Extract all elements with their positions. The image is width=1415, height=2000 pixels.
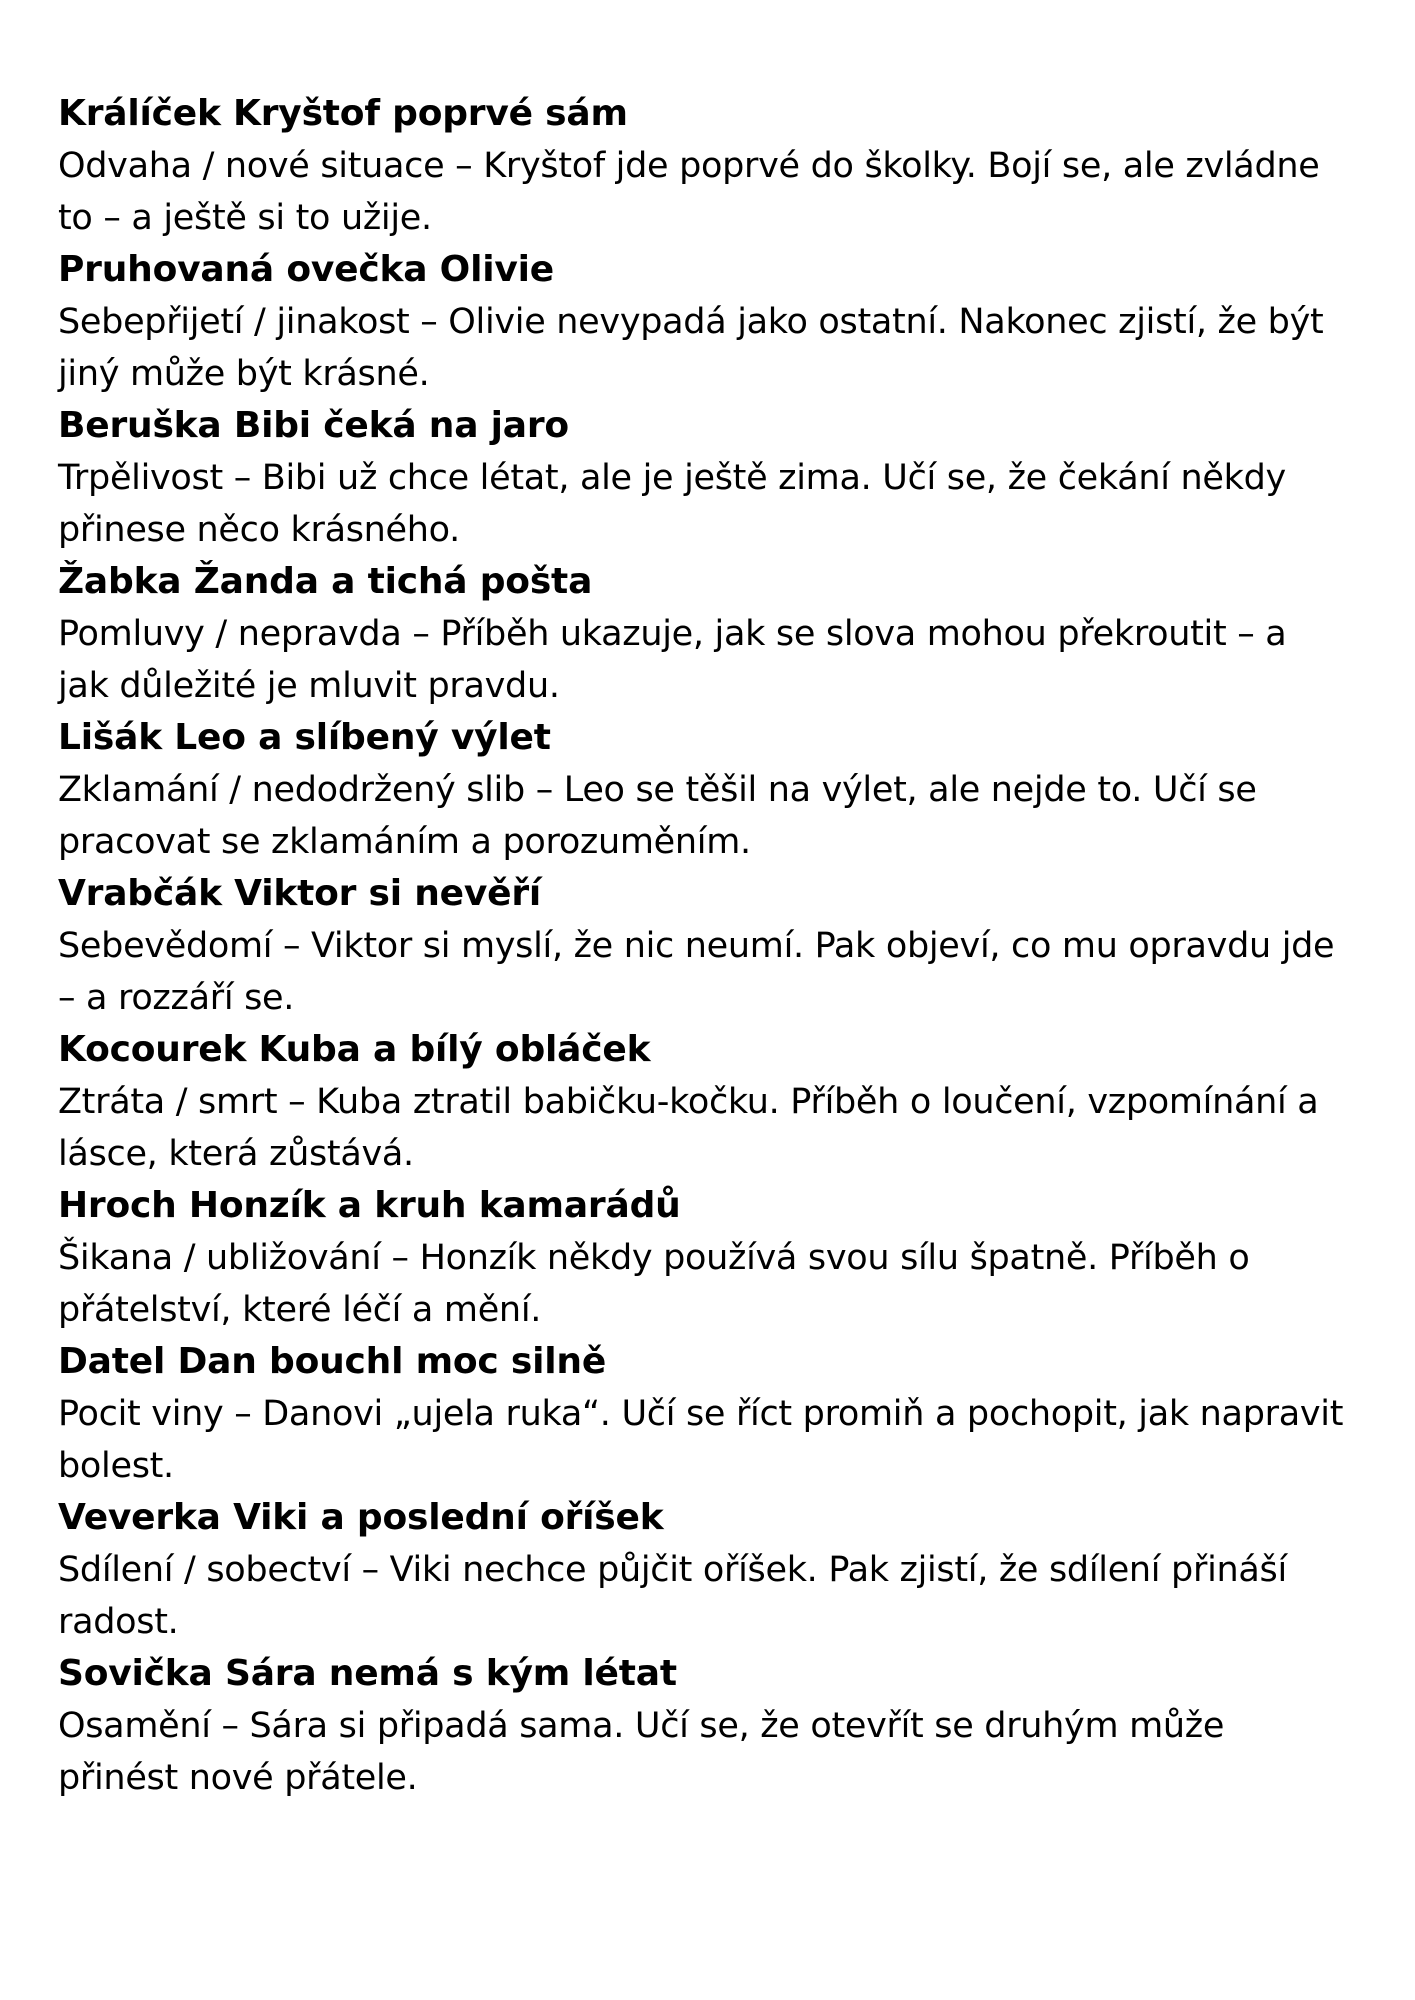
story-item: [58, 1492, 1358, 1648]
story-title: Lišák Leo a slíbený výlet: [58, 717, 551, 758]
story-title: Kocourek Kuba a bílý obláček: [58, 1029, 651, 1070]
story-title: Žabka Žanda a tichá pošta: [58, 561, 593, 602]
story-title: Sovička Sára nemá s kým létat: [58, 1653, 677, 1694]
story-description-line: Pocit viny – Danovi „ujela ruka“. Učí se říct promiň a pochopit, jak napravit: [58, 1394, 1344, 1434]
story-title: Pruhovaná ovečka Olivie: [58, 249, 554, 290]
story-description-line: Sebevědomí – Viktor si myslí, že nic neumí. Pak objeví, co mu opravdu jde: [58, 926, 1335, 966]
story-item: [58, 244, 1358, 400]
story-item: [58, 1024, 1358, 1180]
story-title: Vrabčák Viktor si nevěří: [58, 873, 542, 914]
story-description-line: lásce, která zůstává.: [58, 1134, 414, 1174]
story-description-line: to – a ještě si to užije.: [58, 198, 432, 238]
story-description-line: pracovat se zklamáním a porozuměním.: [58, 822, 751, 862]
story-description-line: přátelství, které léčí a mění.: [58, 1290, 542, 1330]
story-item: [58, 88, 1358, 244]
story-item: [58, 1180, 1358, 1336]
story-description-line: přinese něco krásného.: [58, 510, 461, 550]
story-description-line: – a rozzáří se.: [58, 978, 295, 1018]
story-description-line: Sdílení / sobectví – Viki nechce půjčit oříšek. Pak zjistí, že sdílení přináší: [58, 1550, 1287, 1590]
story-description-line: Osamění – Sára si připadá sama. Učí se, že otevřít se druhým může: [58, 1706, 1225, 1746]
story-item: [58, 1336, 1358, 1492]
story-item: [58, 1648, 1358, 1804]
story-description-line: bolest.: [58, 1446, 174, 1486]
story-item: [58, 556, 1358, 712]
story-description-line: jiný může být krásné.: [58, 354, 430, 394]
story-description-line: Pomluvy / nepravda – Příběh ukazuje, jak se slova mohou překroutit – a: [58, 614, 1287, 654]
story-description-line: Odvaha / nové situace – Kryštof jde poprvé do školky. Bojí se, ale zvládne: [58, 146, 1320, 186]
story-title: Beruška Bibi čeká na jaro: [58, 405, 569, 446]
story-title: Veverka Viki a poslední oříšek: [58, 1497, 664, 1538]
story-description-line: Ztráta / smrt – Kuba ztratil babičku-kočku. Příběh o loučení, vzpomínání a: [58, 1082, 1319, 1122]
story-item: [58, 868, 1358, 1024]
story-description-line: Trpělivost – Bibi už chce létat, ale je ještě zima. Učí se, že čekání někdy: [58, 458, 1286, 498]
story-list: [58, 88, 1358, 1804]
story-description-line: Sebepřijetí / jinakost – Olivie nevypadá jako ostatní. Nakonec zjistí, že být: [58, 302, 1324, 342]
story-description-line: Šikana / ubližování – Honzík někdy používá svou sílu špatně. Příběh o: [58, 1238, 1250, 1278]
story-title: Datel Dan bouchl moc silně: [58, 1341, 607, 1382]
story-description-line: přinést nové přátele.: [58, 1758, 418, 1798]
story-description-line: Zklamání / nedodržený slib – Leo se těšil na výlet, ale nejde to. Učí se: [58, 770, 1257, 810]
story-item: [58, 400, 1358, 556]
story-description-line: radost.: [58, 1602, 179, 1642]
story-item: [58, 712, 1358, 868]
story-description-line: jak důležité je mluvit pravdu.: [58, 666, 560, 706]
story-title: Hroch Honzík a kruh kamarádů: [58, 1185, 681, 1226]
story-title: Králíček Kryštof poprvé sám: [58, 93, 628, 134]
